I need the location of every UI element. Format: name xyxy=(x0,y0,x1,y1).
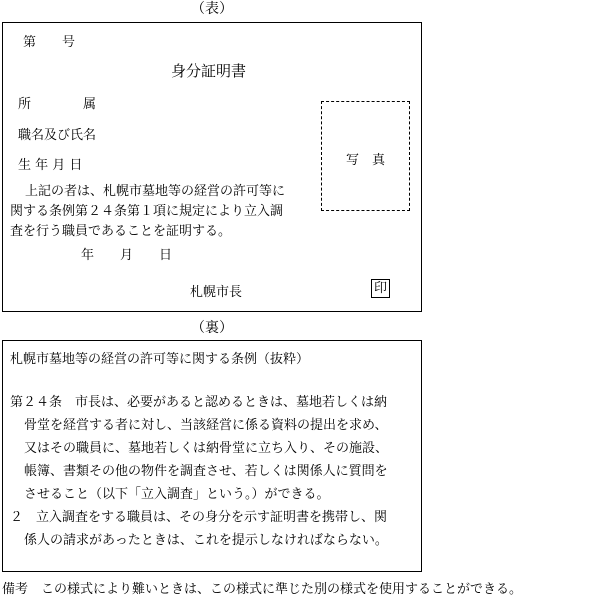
article-line-7: 係人の請求があったときは、これを提示しなければならない。 xyxy=(24,533,388,548)
affiliation-label: 所 属 xyxy=(18,97,97,112)
back-card xyxy=(2,340,422,572)
photo-label: 写 真 xyxy=(346,153,386,168)
certificate-number-label: 第 号 xyxy=(23,35,76,50)
birthdate-label: 生 年 月 日 xyxy=(18,158,83,173)
name-label: 職名及び氏名 xyxy=(18,128,97,143)
statement-line-2: 関する条例第２４条第１項に規定により立入調 xyxy=(10,204,284,219)
law-title: 札幌市墓地等の経営の許可等に関する条例（抜粋） xyxy=(10,352,310,367)
article-line-3: 又はその職員に、墓地若しくは納骨堂に立ち入り、その施設、 xyxy=(24,441,389,456)
issuer-label: 札幌市長 xyxy=(190,285,243,300)
article-line-6: ２ 立入調査をする職員は、その身分を示す証明書を携帯し、関 xyxy=(10,510,388,525)
statement-line-3: 査を行う職員であることを証明する。 xyxy=(10,224,232,239)
certificate-title: 身分証明書 xyxy=(171,62,247,80)
article-line-5: させること（以下「立入調査」という。）ができる。 xyxy=(24,487,330,502)
article-line-4: 帳簿、書類その他の物件を調査させ、若しくは関係人に質問を xyxy=(24,464,388,479)
back-heading: （裏） xyxy=(191,320,233,336)
photo-box xyxy=(321,101,410,211)
statement-line-1: 上記の者は、札幌市墓地等の経営の許可等に xyxy=(25,184,286,199)
article-line-1: 第２４条 市長は、必要があると認めるときは、墓地若しくは納 xyxy=(10,395,388,410)
form-note: 備考 この様式により難いときは、この様式に準じた別の様式を使用することができる。 xyxy=(2,582,523,597)
issue-date-line: 年 月 日 xyxy=(81,248,173,263)
front-heading: （表） xyxy=(191,1,233,17)
article-line-2: 骨堂を経営する者に対し、当該経営に係る資料の提出を求め、 xyxy=(24,418,388,433)
seal-mark: 印 xyxy=(371,279,390,298)
front-card xyxy=(2,22,422,312)
